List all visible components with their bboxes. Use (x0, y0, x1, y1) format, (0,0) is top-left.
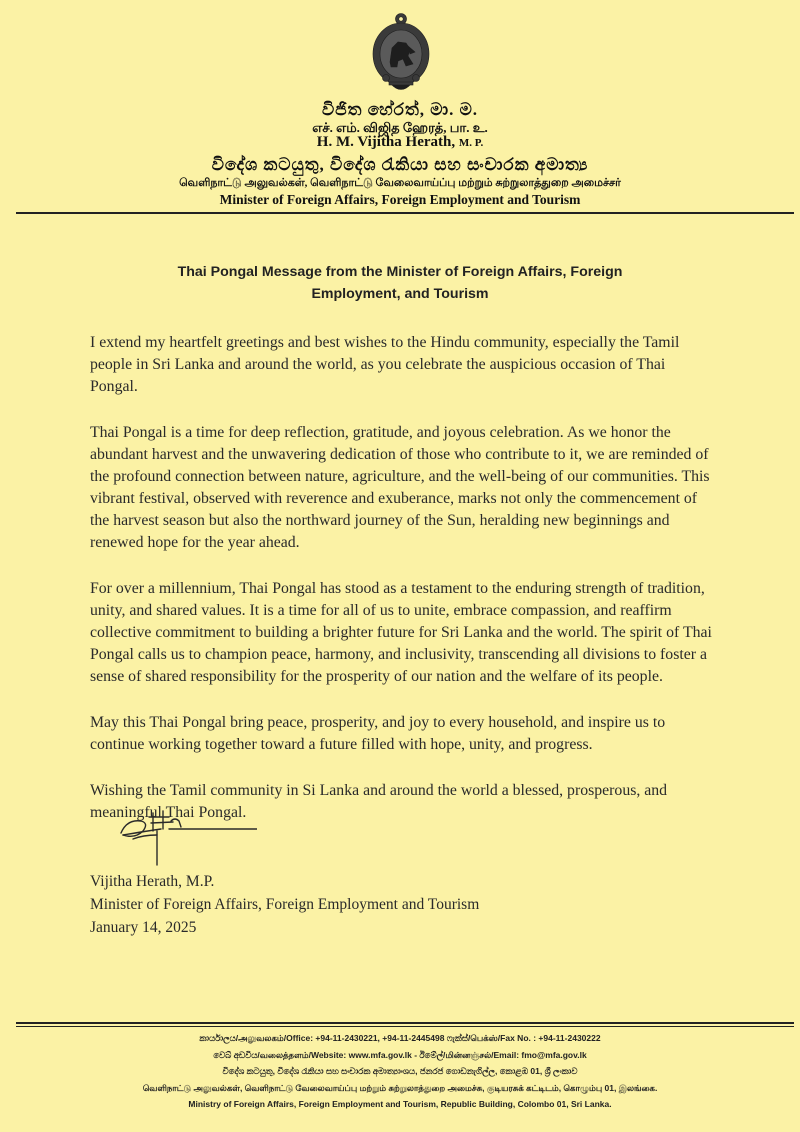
paragraph: Thai Pongal is a time for deep reflection, gratitude, and joyous celebration. As we honor the abundant harvest and the unwavering dedication of those who contribute to it, we are reminded of the profound connection between nature, agriculture, and the well-being of our communities. This vibrant festival, observed with reverence and exuberance, marks not only the commencement of the harvest season but also the northward journey of the Sun, heralding new beginnings and renewed hope for the year ahead. (90, 424, 710, 551)
signatory-name: Vijitha Herath, M.P. (90, 873, 215, 890)
footer-divider (16, 1022, 794, 1024)
minister-name-english-text: H. M. Vijitha Herath, (316, 134, 456, 150)
footer-address-tamil: வெளிநாட்டு அலுவல்கள், வெளிநாட்டு வேலைவாய்ப்பு மற்றும் சுற்றுலாத்துறை அமைச்சு, குடியரசுக் கட்டிடம், கொழும்பு 01, இலங்கை. (142, 1082, 658, 1093)
header-divider (16, 212, 794, 214)
minister-title-tamil: வெளிநாட்டு அலுவல்கள், வெளிநாட்டு வேலைவாய்ப்பு மற்றும் சுற்றுலாத்துறை அமைச்சர் (179, 177, 621, 189)
paragraph: I extend my heartfelt greetings and best wishes to the Hindu community, especially the Tamil people in Sri Lanka and around the world, as you celebrate the auspicious occasion of Thai Pongal. (90, 334, 680, 395)
paragraph: For over a millennium, Thai Pongal has stood as a testament to the enduring strength of tradition, unity, and shared values. It is a time for all of us to unite, embrace compassion, and reaffirm collective commitment to building a brighter future for Sri Lanka and the world. The spirit of Thai Pongal calls us to champion peace, harmony, and inclusivity, transcending all divisions to foster a sense of shared responsibility for the prosperity of our nation and the welfare of its people. (90, 580, 712, 685)
footer-address-english: Ministry of Foreign Affairs, Foreign Employment and Tourism, Republic Building, Colombo 01, Sri Lanka. (188, 1099, 612, 1109)
minister-title-sinhala: විදේශ කටයුතු, විදේශ රැකියා සහ සංචාරක අමාත්‍ය (211, 155, 589, 174)
signatory-title: Minister of Foreign Affairs, Foreign Employment and Tourism (90, 896, 480, 913)
handwritten-signature (117, 805, 257, 867)
footer-web-line: වෙබ් අඩවිය/வலைத்தளம்/Website: www.mfa.gov.lk - ඊමේල්/மின்னஞ்சல்/Email: fmo@mfa.gov.lk (213, 1049, 587, 1060)
message-subject: Thai Pongal Message from the Minister of Foreign Affairs, Foreign Employment, and Tourism (177, 264, 623, 302)
minister-title-english: Minister of Foreign Affairs, Foreign Employment and Tourism (219, 192, 581, 207)
message-body (90, 332, 714, 848)
minister-name-suffix: M. P. (458, 137, 484, 149)
message-date: January 14, 2025 (90, 919, 197, 936)
footer-divider-thin (16, 1026, 794, 1027)
minister-name-tamil: எச். எம். விஜித ஹேரத், பா. உ. (312, 120, 488, 135)
minister-name-sinhala: විජිත හේරත්, මා. ම. (321, 100, 479, 119)
minister-name-english (0, 134, 800, 151)
letterhead-footer (0, 1030, 800, 1113)
footer-contact-line: කාර්යාලය/அலுவலகம்/Office: +94-11-2430221, +94-11-2445498 ෆැක්ස්/பெக்ஸ்/Fax No. : +94-11-2430222 (199, 1033, 601, 1043)
footer-address-sinhala: විදේශ කටයුතු, විදේශ රැකියා සහ සංචාරක අමාත්‍යාංශය, ජනරජ ගොඩනැගිල්ල, කොළඹ 01, ශ්‍රී ලංකාව (222, 1066, 578, 1076)
national-emblem-icon (370, 12, 432, 96)
signatory-block (90, 870, 479, 939)
paragraph: Wishing the Tamil community in Si Lanka and around the world a blessed, prosperous, and meaningful Thai Pongal. (90, 782, 668, 821)
paragraph: May this Thai Pongal bring peace, prosperity, and joy to every household, and inspire us to continue working together toward a future filled with hope, unity, and progress. (90, 714, 666, 753)
